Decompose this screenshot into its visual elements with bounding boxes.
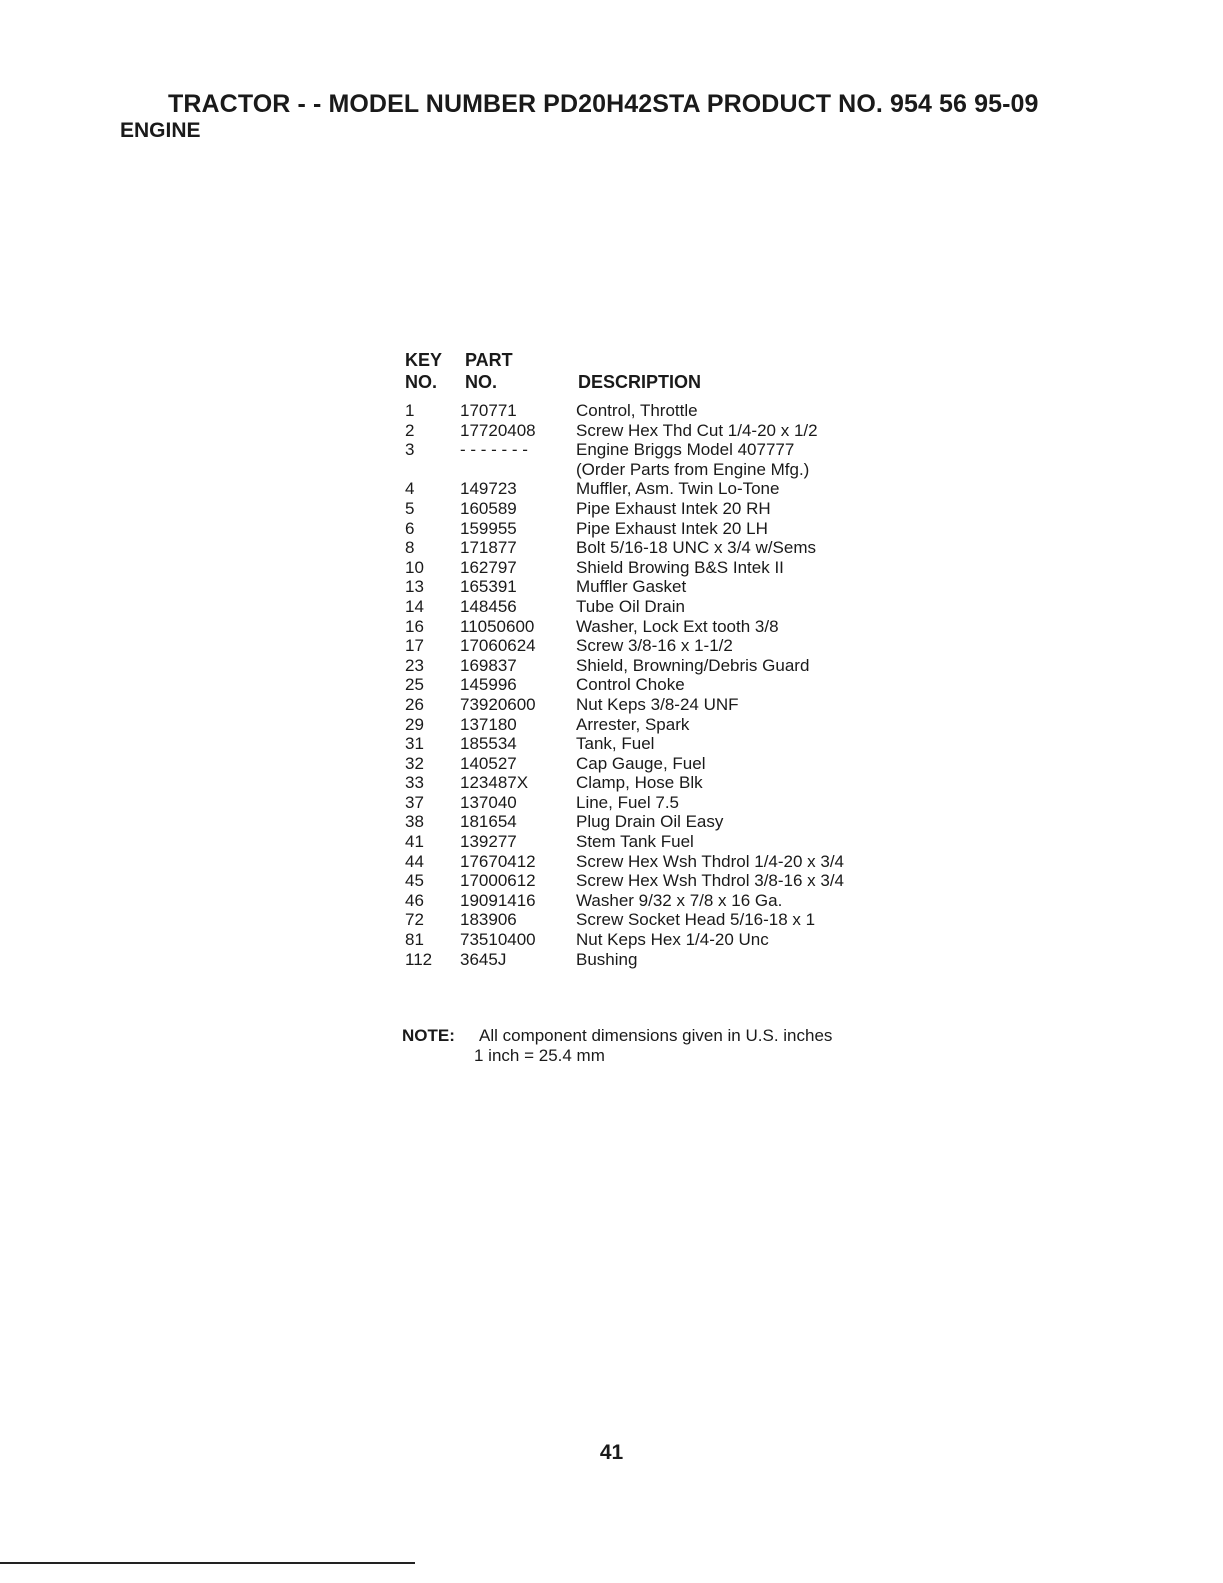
table-row	[405, 617, 925, 637]
table-row	[405, 577, 925, 597]
description-cell: Screw 3/8-16 x 1-1/2	[576, 636, 733, 656]
key-no-cell: 41	[405, 832, 424, 852]
description-cell: Stem Tank Fuel	[576, 832, 694, 852]
header-description: DESCRIPTION	[578, 372, 702, 392]
part-no-cell: 149723	[460, 479, 517, 499]
key-no-cell: 37	[405, 792, 424, 812]
table-row	[405, 812, 925, 832]
key-no-cell: 38	[405, 812, 424, 832]
part-no-cell: 171877	[460, 538, 517, 558]
description-cell: Screw Hex Wsh Thdrol 3/8-16 x 3/4	[576, 871, 845, 891]
table-row	[405, 871, 925, 891]
description-cell: Tank, Fuel	[576, 734, 655, 754]
part-no-cell: 145996	[460, 675, 517, 695]
key-no-cell: 29	[405, 714, 424, 734]
description-cell: Pipe Exhaust Intek 20 LH	[576, 518, 768, 538]
description-cell: Control, Throttle	[576, 401, 698, 420]
key-no-cell: 4	[405, 479, 415, 499]
key-no-cell: 14	[405, 596, 424, 616]
key-no-cell: 8	[405, 538, 415, 558]
key-no-cell: 23	[405, 655, 424, 675]
key-no-cell: 25	[405, 675, 424, 695]
table-row	[405, 558, 925, 578]
table-row	[405, 538, 925, 558]
key-no-cell: 16	[405, 616, 424, 636]
part-no-cell: 137040	[460, 792, 517, 812]
key-no-cell: 112	[405, 949, 433, 969]
part-no-cell: 140527	[460, 753, 517, 773]
part-no-cell: 170771	[460, 401, 517, 420]
table-row	[405, 636, 925, 656]
key-no-cell: 17	[405, 636, 424, 656]
parts-list	[405, 401, 925, 969]
description-cell: Shield Browing B&S Intek II	[576, 557, 784, 577]
table-row	[405, 793, 925, 813]
part-no-cell: 160589	[460, 498, 517, 518]
part-no-cell: 148456	[460, 596, 517, 616]
table-row	[405, 675, 925, 695]
table-row	[405, 832, 925, 852]
part-no-cell: 123487X	[460, 773, 529, 793]
part-no-cell: 137180	[460, 714, 517, 734]
table-row	[405, 852, 925, 872]
description-cell: Line, Fuel 7.5	[576, 792, 680, 812]
table-row	[405, 460, 925, 480]
part-no-cell: 165391	[460, 577, 517, 597]
part-no-cell: 183906	[460, 910, 517, 930]
part-no-cell: 17670412	[460, 851, 536, 871]
table-row	[405, 773, 925, 793]
table-row	[405, 715, 925, 735]
description-cell: Arrester, Spark	[576, 714, 690, 734]
table-row	[405, 519, 925, 539]
part-no-cell: 185534	[460, 734, 517, 754]
key-no-cell: 26	[405, 694, 424, 714]
part-no-cell: 17000612	[460, 871, 536, 891]
description-cell: Screw Hex Thd Cut 1/4-20 x 1/2	[576, 420, 818, 440]
key-no-cell: 6	[405, 518, 415, 538]
key-no-cell: 72	[405, 910, 424, 930]
description-cell: Muffler, Asm. Twin Lo-Tone	[576, 479, 780, 499]
table-row	[405, 499, 925, 519]
part-no-cell: 17060624	[460, 636, 536, 656]
description-cell: Bolt 5/16-18 UNC x 3/4 w/Sems	[576, 538, 816, 558]
table-row	[405, 950, 925, 970]
key-no-cell: 44	[405, 851, 424, 871]
description-cell: Washer, Lock Ext tooth 3/8	[576, 616, 779, 636]
part-no-cell: 11050600	[460, 616, 535, 636]
part-no-cell: 17720408	[460, 420, 536, 440]
description-cell: Cap Gauge, Fuel	[576, 753, 706, 773]
section-heading: ENGINE	[120, 119, 201, 142]
description-cell: Plug Drain Oil Easy	[576, 812, 724, 832]
key-no-cell: 45	[405, 871, 424, 891]
key-no-cell: 81	[405, 930, 424, 950]
description-cell: Muffler Gasket	[576, 577, 687, 597]
header-part-line2: NO.	[465, 372, 498, 392]
description-cell: Pipe Exhaust Intek 20 RH	[576, 498, 771, 518]
description-cell: Tube Oil Drain	[576, 596, 685, 616]
key-no-cell: 3	[405, 440, 415, 460]
key-no-cell: 31	[405, 734, 424, 754]
description-cell: (Order Parts from Engine Mfg.)	[576, 459, 810, 479]
table-row	[405, 479, 925, 499]
part-no-cell: 3645J	[460, 949, 507, 969]
page-number: 41	[599, 1441, 624, 1464]
part-no-cell: 19091416	[460, 890, 536, 910]
part-no-cell: - - - - - - -	[460, 440, 528, 460]
table-row	[405, 440, 925, 460]
description-cell: Screw Hex Wsh Thdrol 1/4-20 x 3/4	[576, 851, 845, 871]
part-no-cell: 162797	[460, 557, 517, 577]
key-no-cell: 13	[405, 577, 424, 597]
note-text-line2: 1 inch = 25.4 mm	[474, 1046, 605, 1065]
bottom-rule	[0, 1562, 415, 1564]
page-title: TRACTOR - - MODEL NUMBER PD20H42STA PRODUCT NO. 954 56 95-09	[168, 90, 1039, 118]
table-row	[405, 891, 925, 911]
description-cell: Shield, Browning/Debris Guard	[576, 655, 810, 675]
key-no-cell: 46	[405, 890, 424, 910]
table-row	[405, 656, 925, 676]
key-no-cell: 10	[405, 557, 424, 577]
description-cell: Bushing	[576, 949, 638, 969]
part-no-cell: 169837	[460, 655, 517, 675]
table-row	[405, 695, 925, 715]
description-cell: Control Choke	[576, 675, 685, 695]
part-no-cell: 139277	[460, 832, 517, 852]
table-row	[405, 910, 925, 930]
key-no-cell: 33	[405, 773, 424, 793]
part-no-cell: 159955	[460, 518, 517, 538]
part-no-cell: 73920600	[460, 694, 536, 714]
part-no-cell: 73510400	[460, 930, 536, 950]
description-cell: Screw Socket Head 5/16-18 x 1	[576, 910, 816, 930]
key-no-cell: 2	[405, 420, 415, 440]
description-cell: Washer 9/32 x 7/8 x 16 Ga.	[576, 890, 783, 910]
description-cell: Engine Briggs Model 407777	[576, 440, 795, 460]
table-row	[405, 930, 925, 950]
key-no-cell: 5	[405, 498, 415, 518]
part-no-cell: 181654	[460, 812, 517, 832]
table-row	[405, 401, 925, 421]
table-row	[405, 754, 925, 774]
table-row	[405, 421, 925, 441]
header-part-line1: PART	[465, 350, 513, 370]
description-cell: Clamp, Hose Blk	[576, 773, 703, 793]
note-text-line1: All component dimensions given in U.S. inches	[479, 1026, 833, 1045]
description-cell: Nut Keps 3/8-24 UNF	[576, 694, 739, 714]
table-row	[405, 734, 925, 754]
note-label: NOTE:	[402, 1026, 455, 1045]
key-no-cell: 1	[405, 401, 415, 420]
description-cell: Nut Keps Hex 1/4-20 Unc	[576, 930, 769, 950]
header-key-line1: KEY	[405, 350, 443, 370]
key-no-cell: 32	[405, 753, 424, 773]
table-row	[405, 597, 925, 617]
header-key-line2: NO.	[405, 372, 438, 392]
